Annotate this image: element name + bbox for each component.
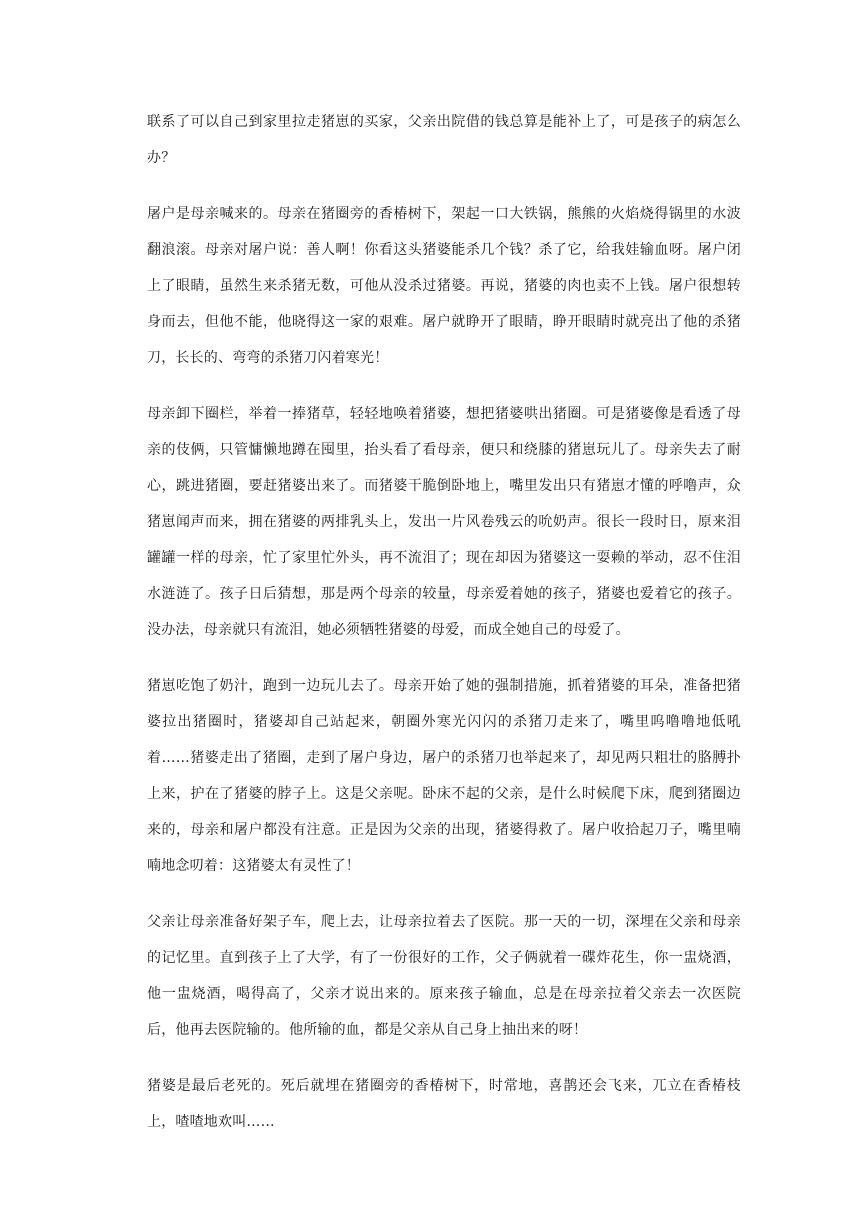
paragraph: 猪崽吃饱了奶汁，跑到一边玩儿去了。母亲开始了她的强制措施，抓着猪婆的耳朵，准备把猪婆拉出猪圈时，猪婆却自己站起来，朝圈外寒光闪闪的杀猪刀走来了，嘴里呜噜噜地低吼着……猪婆走出了猪圈，走到了屠户身边，屠户的杀猪刀也举起来了，却见两只粗壮的胳膊扑上来，护在了猪婆的脖子上。这是父亲呢。卧床不起的父亲，是什么时候爬下床，爬到猪圈边来的，母亲和屠户都没有注意。正是因为父亲的出现，猪婆得救了。屠户收拾起刀子，嘴里喃喃地念叨着：这猪婆太有灵性了！	[147, 678, 741, 874]
paragraph: 父亲让母亲准备好架子车，爬上去，让母亲拉着去了医院。那一天的一切，深埋在父亲和母亲的记忆里。直到孩子上了大学，有了一份很好的工作，父子俩就着一碟炸花生，你一盅烧酒，他一盅烧酒，喝得高了，父亲才说出来的。原来孩子输血，总是在母亲拉着父亲去一次医院后，他再去医院输的。他所输的血，都是父亲从自己身上抽出来的呀！	[147, 914, 741, 1038]
document-body	[147, 104, 741, 1140]
paragraph: 母亲卸下圈栏，举着一捧猪草，轻轻地唤着猪婆，想把猪婆哄出猪圈。可是猪婆像是看透了母亲的伎俩，只管慵懒地蹲在囤里，抬头看了看母亲，便只和绕膝的猪崽玩儿了。母亲失去了耐心，跳进猪圈，要赶猪婆出来了。而猪婆干脆倒卧地上，嘴里发出只有猪崽才懂的呼噜声，众猪崽闻声而来，拥在猪婆的两排乳头上，发出一片风卷残云的吮奶声。很长一段时日，原来泪罐罐一样的母亲，忙了家里忙外头，再不流泪了；现在却因为猪婆这一耍赖的举动，忍不住泪水涟涟了。孩子日后猜想，那是两个母亲的较量，母亲爱着她的孩子，猪婆也爱着它的孩子。没办法，母亲就只有流泪，她必须牺牲猪婆的母爱，而成全她自己的母爱了。	[147, 406, 741, 638]
paragraph: 屠户是母亲喊来的。母亲在猪圈旁的香椿树下，架起一口大铁锅，熊熊的火焰烧得锅里的水波翻浪滚。母亲对屠户说：善人啊！你看这头猪婆能杀几个钱？杀了它，给我娃输血呀。屠户闭上了眼睛，虽然生来杀猪无数，可他从没杀过猪婆。再说，猪婆的肉也卖不上钱。屠户很想转身而去，但他不能，他晓得这一家的艰难。屠户就睁开了眼睛，睁开眼睛时就亮出了他的杀猪刀，长长的、弯弯的杀猪刀闪着寒光！	[147, 206, 741, 366]
paragraph: 猪婆是最后老死的。死后就埋在猪圈旁的香椿树下，时常地，喜鹊还会飞来，兀立在香椿枝上，喳喳地欢叫……	[147, 1078, 741, 1130]
paragraph: 联系了可以自己到家里拉走猪崽的买家，父亲出院借的钱总算是能补上了，可是孩子的病怎么办？	[147, 114, 741, 166]
